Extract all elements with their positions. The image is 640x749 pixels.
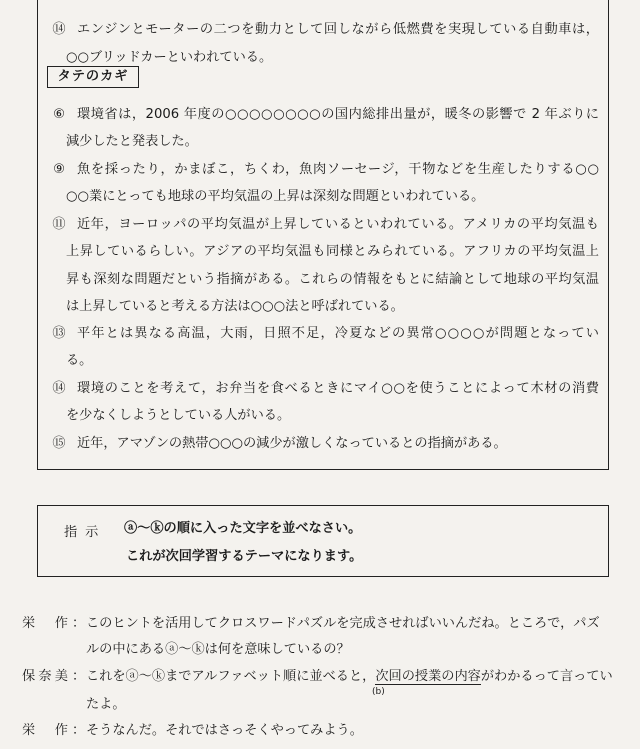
clue-line: 減少したと発表した。 <box>66 134 198 149</box>
speaker-name: 栄作 <box>22 616 68 631</box>
clue-line: ○○業にとっても地球の平均気温の上昇は深刻な問題といわれている。 <box>66 189 485 204</box>
dialogue-text: がわかるって言ってい <box>480 669 613 684</box>
dialogue-line: このヒントを活用してクロスワードパズルを完成させればいいんだね。ところで，パズ <box>86 616 600 631</box>
speaker-colon: ： <box>72 723 86 738</box>
clue-line: 近年，アマゾンの熱帯○○○の減少が激しくなっているとの指摘がある。 <box>77 436 507 451</box>
clue-line: 上昇しているらしい。アジアの平均気温も同様とみられている。アフリカの平均気温上 <box>66 244 599 259</box>
dialogue-line: そうなんだ。それではさっそくやってみよう。 <box>86 723 363 738</box>
dialogue-line: たよ。 <box>86 697 126 712</box>
instruction-line-1: ⓐ～ⓚの順に入った文字を並べなさい。 <box>124 521 362 536</box>
clue-number: ⑥ <box>53 107 65 122</box>
underlined-phrase: 次回の授業の内容 <box>375 669 481 684</box>
clue-number: ⑬ <box>52 326 66 341</box>
clue-line: エンジンとモーターの二つを動力として回しながら低燃費を実現している自動車は， <box>77 22 599 37</box>
dialogue-text: これをⓐ～ⓚまでアルファベット順に並べると， <box>86 669 376 684</box>
instruction-label: 指示 <box>64 525 107 540</box>
ruby-marker-b: (b) <box>372 687 385 697</box>
speaker-name: 栄作 <box>22 723 68 738</box>
clue-line: 平年とは異なる高温，大雨，日照不足，冷夏などの異常○○○○が問題となってい <box>77 326 599 341</box>
clue-line: 昇も深刻な問題だという指摘がある。これらの情報をもとに結論として地球の平均気温 <box>66 272 599 287</box>
speaker-colon: ： <box>72 616 86 631</box>
section-heading-tate: タテのカギ <box>47 66 139 88</box>
clue-line: は上昇していると考える方法は○○○法と呼ばれている。 <box>66 299 404 314</box>
clue-line: 環境のことを考えて，お弁当を食べるときにマイ○○を使うことによって木材の消費 <box>77 381 599 396</box>
clue-number: ⑪ <box>52 217 66 232</box>
clue-number: ⑨ <box>53 162 65 177</box>
clue-line: 魚を採ったり，かまぼこ，ちくわ，魚肉ソーセージ，干物などを生産したりする○○ <box>77 162 599 177</box>
dialogue-line: ルの中にあるⓐ～ⓚは何を意味しているの？ <box>86 642 350 657</box>
clue-line: 近年，ヨーロッパの平均気温が上昇しているといわれている。アメリカの平均気温も <box>77 217 599 232</box>
clue-number: ⑮ <box>52 436 66 451</box>
clue-line: 環境省は，2006 年度の○○○○○○○○の国内総排出量が，暖冬の影響で 2 年ぶりに <box>77 107 599 122</box>
speaker-name: 保奈美 <box>22 669 68 684</box>
clue-number: ⑭ <box>52 381 66 396</box>
clue-line: を少なくしようとしている人がいる。 <box>66 408 291 423</box>
clue-line: ○○ブリッドカーといわれている。 <box>66 50 273 65</box>
clue-number: ⑭ <box>52 22 66 37</box>
speaker-colon: ： <box>72 669 86 684</box>
dialogue-line <box>86 666 613 688</box>
clue-line: る。 <box>66 353 93 368</box>
instruction-line-2: これが次回学習するテーマになります。 <box>126 549 363 564</box>
